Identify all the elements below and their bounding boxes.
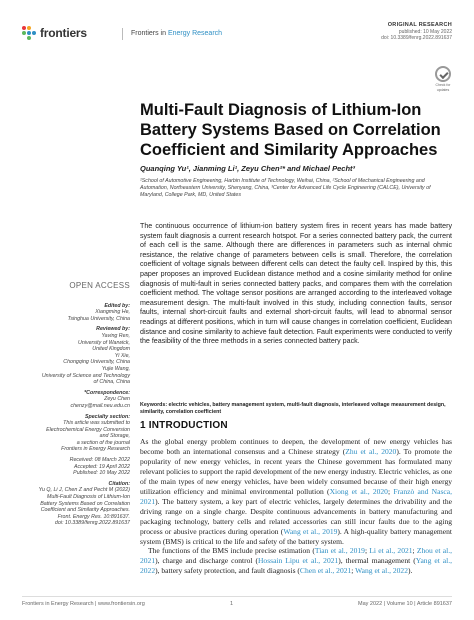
- reviewed-by-line: Yi Xie,: [114, 352, 130, 359]
- citation-line: Front. Energy Res. 10:891637.: [57, 513, 130, 520]
- reviewed-by-line: of China, China: [93, 379, 130, 386]
- edited-by-line: Tsinghua University, China: [67, 315, 130, 322]
- citation-line: Multi-Fault Diagnosis of Lithium-Ion: [46, 494, 130, 501]
- affiliations: ¹School of Automotive Engineering, Harbin Institute of Technology, Weihai, China, ²School of Mechanical Engineering and Automation, Northeastern University, Shenyang, China, ³Center for Advanced Life Cycle Engineering (CALCE), University of Maryland, College Park, MD, United States: [140, 178, 431, 199]
- published-date-sidebar: Published: 10 May 2022: [73, 470, 130, 477]
- open-access-label: OPEN ACCESS: [69, 281, 130, 290]
- citation-line: Battery Systems Based on Correlation: [40, 500, 130, 507]
- introduction-paragraph-2: [140, 546, 452, 576]
- specialty-block: [22, 414, 130, 454]
- paragraph-text: ). A high-quality battery management system (BMS) is critical to the life and safety of the battery system.: [140, 526, 453, 546]
- citation-link[interactable]: Yang et al., 2022: [140, 556, 452, 576]
- citation-link[interactable]: Hossain Lipu et al., 2021: [257, 556, 339, 566]
- published-date: published: 10 May 2022: [398, 28, 452, 35]
- paragraph-text: ). The battery system, a key part of electric vehicles, largely determines the drivability and the driving range on a single charge. Despite continuous advancements in battery manufacturing and packaging technology, battery cells and related accessories can still incur faults due to the aging process or abusive practices during operation (: [140, 496, 452, 536]
- paragraph-text: The functions of the BMS include precise estimation (: [148, 546, 315, 556]
- citation-link[interactable]: Zhu et al., 2020: [345, 446, 397, 456]
- specialty-head: Specialty section:: [84, 413, 130, 420]
- dates-block: [22, 457, 130, 477]
- journal-prefix: Frontiers in: [131, 30, 168, 37]
- section-title-introduction: 1 INTRODUCTION: [140, 420, 228, 431]
- citation-link[interactable]: Tian et al., 2019: [314, 546, 365, 556]
- paragraph-text: ;: [412, 546, 417, 556]
- page-number: 1: [230, 601, 234, 607]
- frontiers-logo-icon: [22, 26, 36, 40]
- citation-link[interactable]: Wang et al., 2022: [355, 566, 408, 576]
- specialty-line: and Storage,: [99, 433, 130, 440]
- paragraph-text: ;: [351, 566, 356, 576]
- specialty-line: This article was submitted to: [63, 420, 130, 427]
- reviewed-by-block: [22, 326, 130, 385]
- introduction-body: [140, 437, 452, 576]
- paragraph-text: ;: [387, 486, 394, 496]
- paragraph-text: ), battery safety protection, and fault diagnosis (: [155, 566, 300, 576]
- journal-name[interactable]: [122, 28, 222, 40]
- logo-text: frontiers: [40, 26, 87, 40]
- citation-link[interactable]: Wang et al., 2019: [283, 526, 338, 536]
- edited-by-block: [22, 303, 130, 323]
- edited-by-head: Edited by:: [104, 302, 130, 309]
- specialty-line: Electrochemical Energy Conversion: [46, 426, 130, 433]
- footer-issue: May 2022 | Volume 10 | Article 891637: [358, 601, 452, 607]
- frontiers-logo[interactable]: [22, 26, 87, 40]
- paragraph-text: ).: [407, 566, 413, 576]
- doi-link[interactable]: doi: 10.3389/fenrg.2022.891637: [381, 35, 452, 41]
- specialty-line: Frontiers in Energy Research: [61, 446, 130, 453]
- article-sidebar: [22, 283, 130, 530]
- paragraph-text: As the global energy problem continues to deepen, the development of new energy vehicles has become both an international consensus and a Chinese strategy (: [140, 437, 452, 456]
- keywords: Keywords: electric vehicles, battery management system, multi-fault diagnosis, interleaved voltage measurement design, similarity, correlation coefficient: [140, 402, 446, 416]
- citation-line: Yu Q, Li J, Chen Z and Pecht M (2022): [38, 487, 130, 494]
- citation-block: [22, 481, 130, 527]
- check-for-updates[interactable]: [434, 66, 452, 92]
- reviewed-by-line: University of Science and Technology: [41, 372, 130, 379]
- introduction-paragraph-1: [140, 437, 452, 546]
- citation-head: Citation:: [108, 480, 130, 487]
- check-updates-icon: [435, 66, 451, 82]
- article-title: Multi-Fault Diagnosis of Lithium-Ion Battery Systems Based on Correlation Coefficient and Similarity Approaches: [140, 101, 441, 159]
- correspondence-email[interactable]: chenzy@mail.neu.edu.cn: [70, 402, 130, 409]
- paragraph-text: ), thermal management (: [338, 556, 416, 566]
- correspondence-name: Zeyu Chen: [104, 396, 130, 403]
- correspondence-head: *Correspondence:: [84, 389, 130, 396]
- specialty-line: a section of the journal: [76, 439, 130, 446]
- reviewed-by-line: Yaving Ren,: [101, 332, 130, 339]
- article-type-badge: ORIGINAL RESEARCH: [387, 22, 452, 28]
- citation-link[interactable]: Xiong et al., 2020: [329, 486, 388, 496]
- citation-link[interactable]: Franzò and Nasca, 2021: [140, 486, 452, 506]
- paragraph-text: ;: [364, 546, 370, 556]
- check-updates-label-1: Check for: [435, 83, 451, 87]
- citation-line[interactable]: doi: 10.3389/fenrg.2022.891637: [54, 520, 130, 527]
- citation-link[interactable]: Li et al., 2021: [369, 546, 413, 556]
- correspondence-block: [22, 390, 130, 410]
- reviewed-by-head: Reviewed by:: [96, 326, 130, 333]
- accepted-date: Accepted: 19 April 2022: [73, 463, 130, 470]
- reviewed-by-line: University of Warwick,: [78, 339, 130, 346]
- reviewed-by-line: Chongqing University, China: [63, 359, 130, 366]
- received-date: Received: 08 March 2022: [69, 457, 130, 464]
- citation-line: Coefficient and Similarity Approaches.: [40, 507, 130, 514]
- reviewed-by-line: United Kingdom: [92, 346, 130, 353]
- footer-journal[interactable]: Frontiers in Energy Research | www.frontiersin.org: [22, 601, 145, 607]
- check-updates-label-2: updates: [436, 88, 450, 92]
- journal-accent: Energy Research: [167, 30, 223, 37]
- abstract: The continuous occurrence of lithium-ion battery system fires in recent years has made battery system fault diagnosis a current research hotspot. For a series connected battery pack, the current of each cell is the same. Although there are differences in parameters such as internal ohmic resistance, the relative change of parameters between cells is small. Therefore, the correlation coefficient of voltage signals between different cells can detect the faulty cell. Inspired by this, this paper proposes an improved Euclidean distance method and a cosine similarity method for online diagnosis of multi-fault in series connected battery packs, and compares them with the correlation coefficient method. The voltage sensor positions are arranged according to the interleaved voltage measurement design. The multi-fault involved in this study, including connection faults, sensor faults, internal short-circuit faults and external short-circuit faults, will lead to abnormal sensor readings at different positions, which in turn will cause changes in correlation coefficient, Euclidean distance and cosine similarity to achieve fault detection. Fault experiments were conducted to verify the feasibility of the three methods in a series connected battery pack.: [140, 222, 452, 346]
- citation-link[interactable]: Chen et al., 2021: [299, 566, 352, 576]
- page-header: [22, 22, 452, 52]
- reviewed-by-line: Yujie Wang,: [101, 365, 130, 372]
- article-meta: [381, 22, 452, 42]
- edited-by-line: Xiangming He,: [95, 309, 130, 316]
- citation-link[interactable]: Zhou et al., 2021: [140, 546, 452, 566]
- authors: Quanqing Yu¹, Jianming Li¹, Zeyu Chen²* and Michael Pecht³: [140, 164, 356, 173]
- paragraph-text: ). To promote the popularity of new energy vehicles, in recent years the Chinese government has formulated many relevant policies to support the rapid development of the new energy industry. Electric vehicles, as one of the main types of new energy vehicles, have been widely consumed because of their high energy utilization efficiency and minimal environmental pollution (: [140, 446, 452, 496]
- paragraph-text: ), charge and discharge control (: [155, 556, 258, 566]
- page-footer: [22, 596, 452, 607]
